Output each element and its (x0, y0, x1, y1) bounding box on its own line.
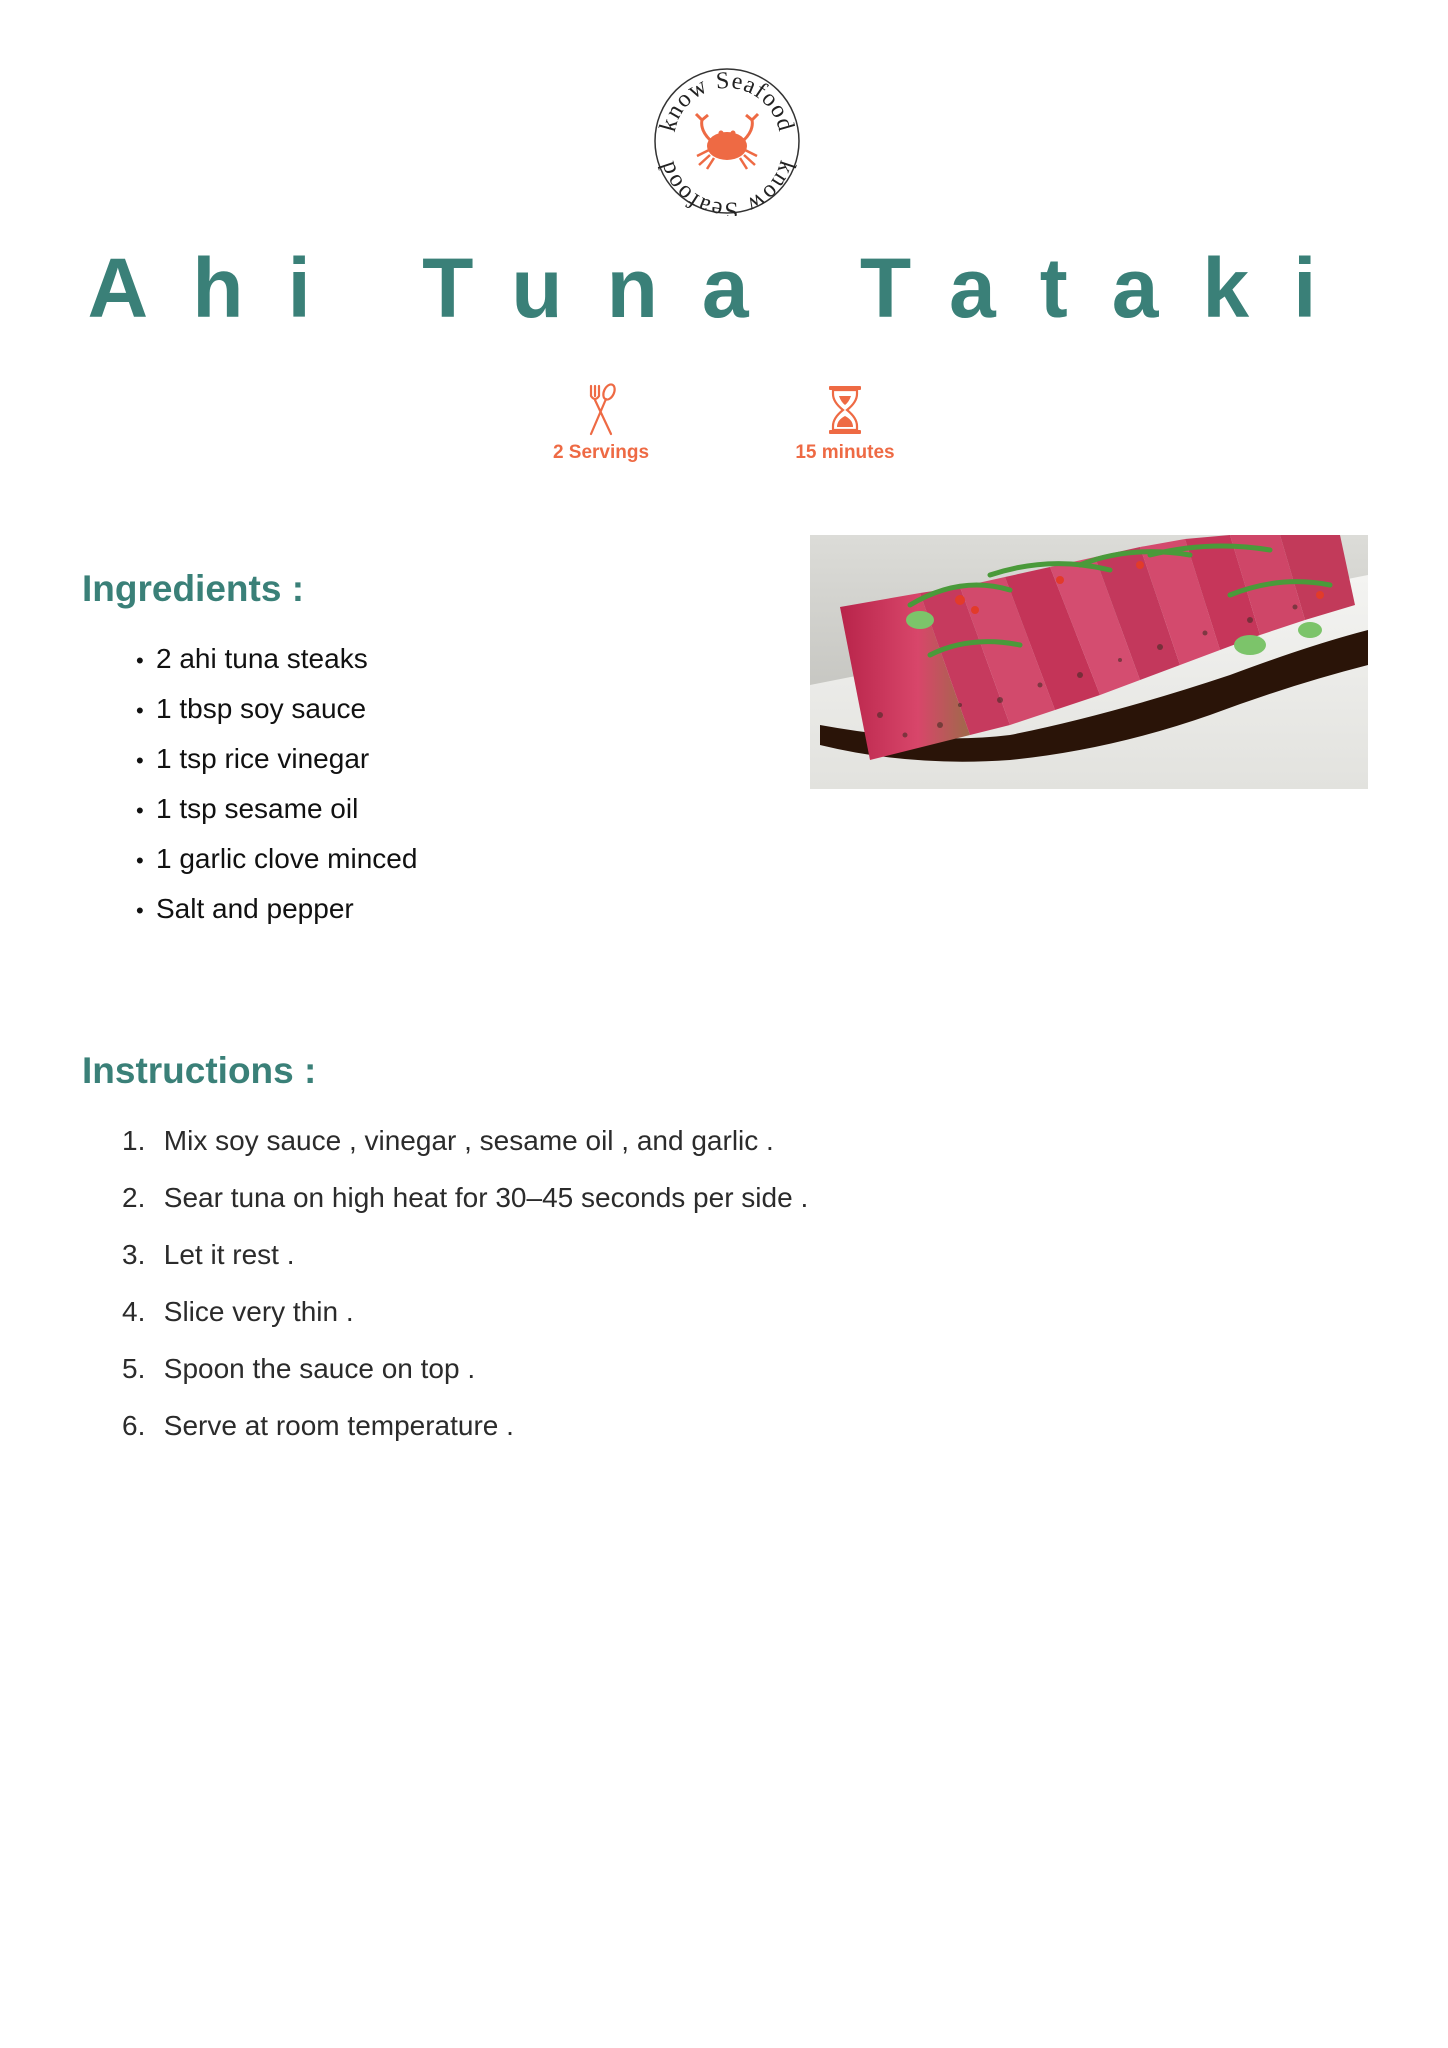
instruction-step: 2. Sear tuna on high heat for 30–45 seconds per side . (122, 1182, 809, 1213)
instructions-heading: Instructions : (82, 1050, 317, 1091)
ingredient-item: • Salt and pepper (136, 893, 354, 924)
hourglass-icon (815, 380, 875, 440)
servings-label: 2 Servings (552, 442, 650, 463)
servings-info (521, 380, 681, 464)
ingredient-item: • 1 tsp rice vinegar (136, 743, 370, 774)
instructions-list (122, 1112, 808, 1454)
fork-spoon-icon (571, 380, 631, 440)
svg-text:know Seafood: know Seafood (654, 67, 800, 135)
tuna-dish-illustration (810, 535, 1368, 789)
ingredients-list (136, 634, 417, 934)
tuna-tataki-photo (810, 535, 1368, 789)
ingredient-item: • 1 tsp sesame oil (136, 793, 359, 824)
svg-text:know Seafood: know Seafood (653, 157, 801, 216)
instruction-step: 1. Mix soy sauce , vinegar , sesame oil , and garlic . (122, 1125, 774, 1156)
ingredient-item: • 1 garlic clove minced (136, 843, 418, 874)
logo-badge (652, 66, 802, 216)
ingredients-heading: Ingredients : (82, 568, 305, 609)
instruction-step: 3. Let it rest . (122, 1239, 295, 1270)
instruction-step: 6. Serve at room temperature . (122, 1410, 514, 1441)
recipe-title: Ahi Tuna Tataki (87, 241, 1361, 335)
know-seafood-logo (652, 66, 802, 216)
instruction-step: 4. Slice very thin . (122, 1296, 354, 1327)
instruction-step: 5. Spoon the sauce on top . (122, 1353, 476, 1384)
time-label: 15 minutes (795, 442, 895, 463)
ingredient-item: • 1 tbsp soy sauce (136, 693, 367, 724)
ingredient-item: • 2 ahi tuna steaks (136, 643, 368, 674)
time-info (765, 380, 925, 464)
